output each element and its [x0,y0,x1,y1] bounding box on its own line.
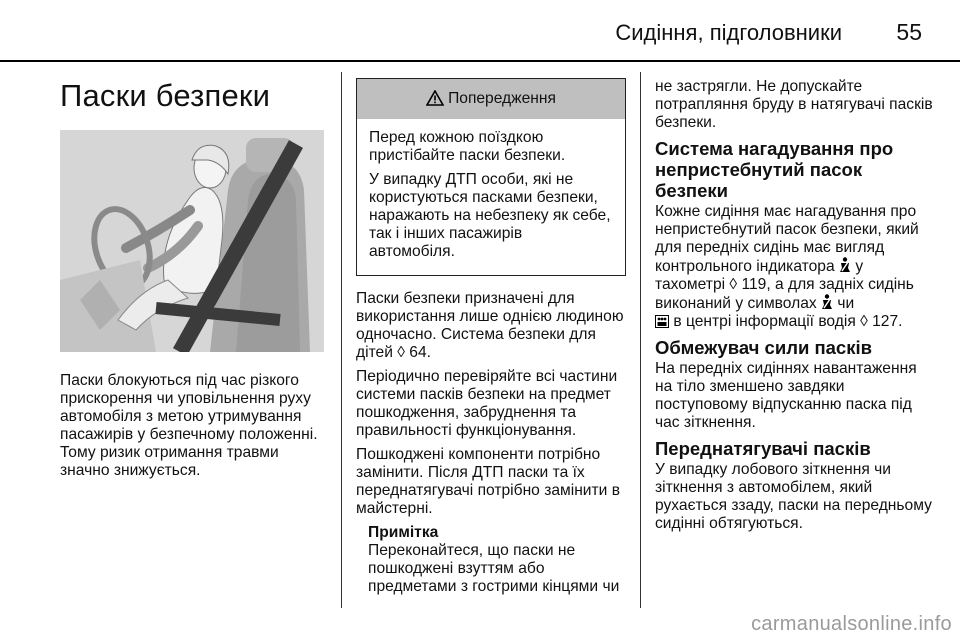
column-1 [60,78,328,486]
warning-triangle-icon [426,90,444,106]
subheading-pretensioners: Переднатягувачі пасків [655,438,871,459]
warning-title: Попередження [448,90,556,107]
force-limiter-paragraph: На передніх сидіннях навантаження на тіло зменшено завдяки поступовому відпусканню паска під час зіткнення. [655,360,917,431]
warning-body [357,119,625,275]
page-number: 55 [896,19,922,45]
rear-seatbelt-icon [821,294,833,310]
warning-paragraph-2: У випадку ДТП особи, які не користуються пасками безпеки, наражають на небезпеку як себе, так і інших пасажирів автомобіля. [369,171,611,260]
reminder-text-b: у тахометрі ◊ 119, а для задніх сидінь виконаний у символах [655,258,914,312]
paragraph-3: Пошкоджені компоненти потрібно замінити. Після ДТП паски та їх переднатягувачі потрібно замінити в майстерні. [356,446,620,517]
subheading-force-limiter: Обмежувач сили пасків [655,337,872,358]
note-title: Примітка [368,524,439,541]
reminder-text-d: в центрі інформації водія ◊ 127. [673,313,903,330]
section-heading: Паски безпеки [60,78,271,113]
warning-paragraph-1: Перед кожною поїздкою пристібайте паски безпеки. [369,129,566,164]
intro-paragraph: Паски блокуються під час різкого прискорення чи уповільнення руху автомобіля з метою утримування пасажирів у безпечному положенні. Тому ризик отримання травми значно знижується. [60,372,318,479]
note-text: Переконайтеся, що паски не пошкоджені взуттям або предметами з гострими кінцями чи [368,542,620,595]
reminder-text-a: Кожне сидіння має нагадування про непристебнутий пасок безпеки, який для передніх сидінь має вигляд контрольного індикатора [655,203,919,275]
header-rule [0,60,960,62]
continued-paragraph: не застрягли. Не допускайте потрапляння бруду в натягувачі пасків безпеки. [655,78,933,131]
note-block [368,524,626,596]
warning-box [356,78,626,276]
driver-seatbelt-image [60,130,324,352]
reminder-paragraph [655,203,935,331]
column-divider-2 [640,72,641,608]
seatbelt-illustration [60,130,324,352]
page-header [0,0,960,62]
rear-seats-symbol-icon [655,315,669,328]
reminder-text-c: чи [837,295,855,312]
paragraph-1: Паски безпеки призначені для використання лише однією людиною одночасно. Система безпеки для дітей ◊ 64. [356,290,624,361]
column-3 [655,78,935,539]
column-divider-1 [341,72,342,608]
seatbelt-indicator-icon [839,257,851,273]
pretensioners-paragraph: У випадку лобового зіткнення чи зіткнення з автомобілем, який рухається ззаду, паски на передньому сидінні обтягуються. [655,461,932,532]
header-title: Сидіння, підголовники [615,20,842,45]
column-2 [356,78,626,602]
watermark: carmanualsonline.info [751,613,952,635]
warning-header [357,79,625,119]
subheading-reminder: Система нагадування про непристебнутий пасок безпеки [655,138,894,201]
paragraph-2: Періодично перевіряйте всі частини системи пасків безпеки на предмет пошкодження, забруднення та правильності функціонування. [356,368,618,439]
